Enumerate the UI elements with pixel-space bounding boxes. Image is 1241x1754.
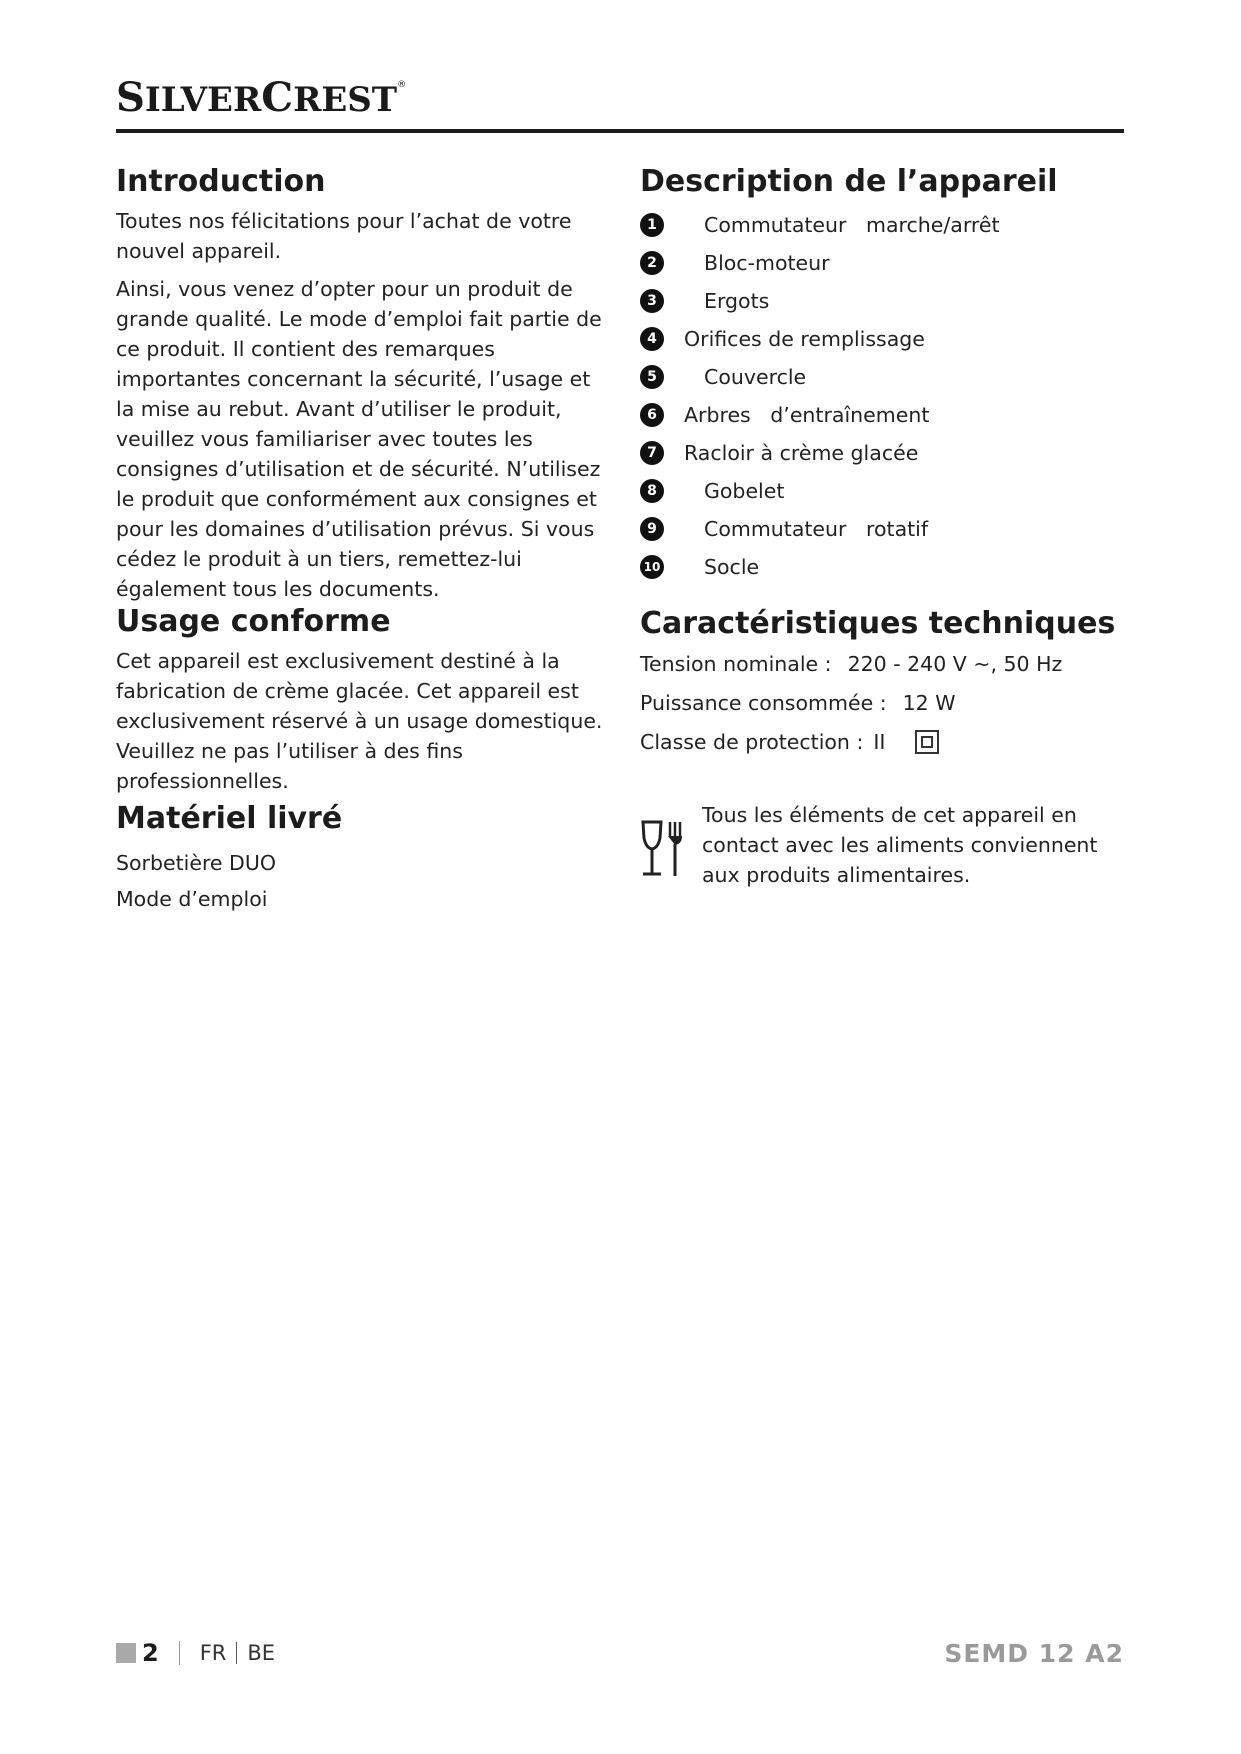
logo-letter: C [261,74,294,121]
page-marker-square [116,1643,136,1663]
number-badge: 4 [640,327,664,351]
list-item [640,472,1140,510]
part-label: Couvercle [704,365,807,389]
delivery-title: Matériel livré [116,801,343,836]
number-badge: 5 [640,365,664,389]
introduction-section [116,162,606,604]
spec-value: 220 - 240 V ~, 50 Hz [847,651,1063,676]
page-footer [116,1636,1124,1670]
specs-section [640,604,1140,761]
part-label: Orifices de remplissage [684,327,925,351]
part-label: Commutateur marche/arrêt [704,213,1000,237]
number-badge: 6 [640,403,664,427]
list-item [640,244,1140,282]
list-item [640,548,1140,586]
introduction-paragraph: Toutes nos félicitations pour l’achat de votre nouvel appareil. [116,209,572,263]
delivery-item: Mode d’emploi [116,887,268,911]
logo-text: REST [293,80,398,120]
trademark-symbol: ® [397,80,407,90]
number-badge: 2 [640,251,664,275]
spec-value: 12 W [902,690,956,715]
number-badge: 7 [640,441,664,465]
spec-label: Tension nominale : [640,651,832,676]
part-label: Gobelet [704,479,785,503]
footer-divider [179,1641,180,1665]
language-code: FR [199,1641,227,1665]
spec-voltage [640,644,1140,683]
description-section [640,162,1140,586]
part-label: Arbres d’entraînement [684,403,930,427]
list-item [640,206,1140,244]
language-code: BE [247,1641,276,1665]
language-divider [236,1642,237,1664]
model-number: SEMD 12 A2 [944,1638,1124,1668]
list-item [640,282,1140,320]
number-badge: 8 [640,479,664,503]
spec-label: Classe de protection : [640,729,864,754]
introduction-title: Introduction [116,164,326,199]
specs-title: Caractéristiques techniques [640,606,1116,641]
page-number: 2 [142,1639,159,1667]
part-label: Racloir à crème glacée [684,441,919,465]
usage-title: Usage conforme [116,604,391,639]
list-item [640,320,1140,358]
list-item [640,396,1140,434]
protection-class-ii-icon [915,730,939,754]
part-label: Socle [704,555,760,579]
food-safe-icon [640,818,690,882]
food-contact-text: Tous les éléments de cet appareil en contact avec les aliments conviennent aux produits alimentaires. [702,803,1098,887]
delivery-item: Sorbetière DUO [116,851,276,875]
usage-section [116,602,606,796]
list-item [640,434,1140,472]
number-badge: 1 [640,213,664,237]
spec-power [640,683,1140,722]
list-item [640,358,1140,396]
delivery-section [116,799,606,917]
header-rule [116,129,1124,133]
number-badge: 9 [640,517,664,541]
spec-class [640,722,1140,761]
spec-value: II [873,729,886,754]
brand-logo [116,74,406,121]
food-contact-note [640,800,1140,890]
parts-list [640,206,1140,586]
number-badge: 3 [640,289,664,313]
introduction-paragraph: Ainsi, vous venez d’opter pour un produit de grande qualité. Le mode d’emploi fait partie de ce produit. Il contient des remarques importantes concernant la sécurité, l’usage et la mise au rebut. Avant d’utiliser le produit, veuillez vous familiariser avec toutes les consignes d’utilisation et de sécurité. N’utilisez le produit que conformément aux consignes et pour les domaines d’utilisation prévus. Si vous cédez le produit à un tiers, remettez-lui également tous les documents. [116,277,602,601]
logo-letter: S [116,74,145,121]
logo-text: ILVER [144,80,262,120]
number-badge: 10 [640,555,664,579]
part-label: Commutateur rotatif [704,517,929,541]
part-label: Bloc-moteur [704,251,830,275]
usage-paragraph: Cet appareil est exclusivement destiné à la fabrication de crème glacée. Cet appareil est exclusivement réservé à un usage domestique. Veuillez ne pas l’utiliser à des fins professionnelles. [116,649,603,793]
list-item [640,510,1140,548]
part-label: Ergots [704,289,770,313]
spec-label: Puissance consommée : [640,690,887,715]
description-title: Description de l’appareil [640,164,1058,199]
